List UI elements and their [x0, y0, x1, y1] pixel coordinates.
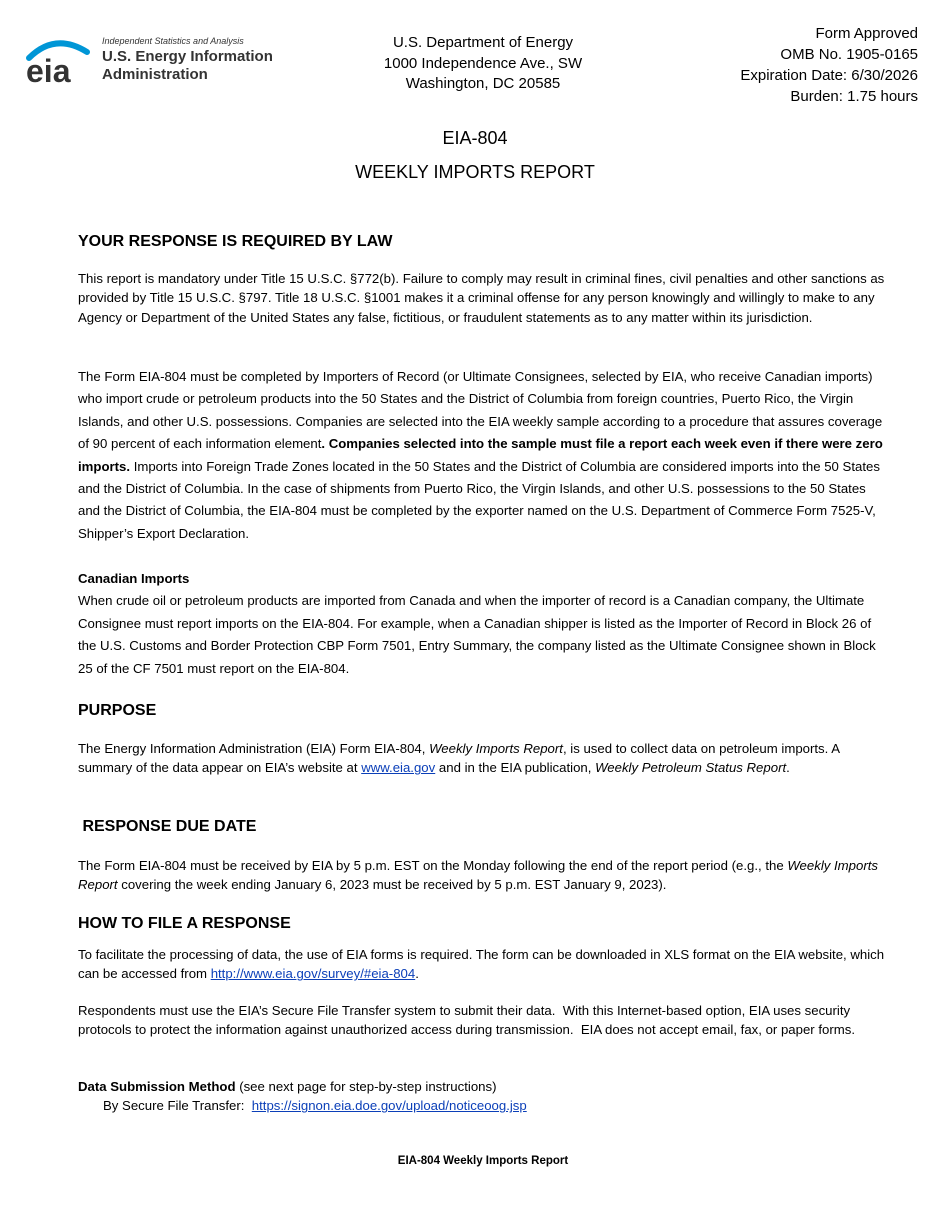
eia-logo-mark-icon [25, 38, 91, 86]
purpose-text-a: The Energy Information Administration (EIA) Form EIA-804, [78, 741, 430, 756]
form-title: WEEKLY IMPORTS REPORT [355, 162, 595, 182]
omb-line4: Burden: 1.75 hours [790, 88, 918, 105]
purpose-text-d: . [786, 760, 790, 776]
law-heading: YOUR RESPONSE IS REQUIRED BY LAW [78, 233, 393, 250]
secure-file-transfer-link[interactable]: https://signon.eia.doe.gov/upload/noticeoog.jsp [251, 1098, 527, 1114]
purpose-paragraph [78, 739, 890, 778]
eia-website-link[interactable]: www.eia.gov [361, 760, 436, 776]
due-date-paragraph [78, 856, 890, 895]
file-paragraph-1 [78, 945, 890, 984]
logo-agency-name [102, 48, 273, 84]
due-text-b: covering the week ending January 6, 2023 must be received by 5 p.m. EST January 9, 2023). [117, 877, 667, 893]
omb-line1: Form Approved [815, 25, 918, 42]
canadian-imports-text: When crude oil or petroleum products are imported from Canada and when the importer of record is a Canadian company, the Ultimate Consignee must report imports on the EIA-804. For example, when a Canadian shipper is listed as the Importer of Record in Block 26 of the U.S. Customs and Border Protection CBP Form 7501, Entry Summary, the company listed as the Ultimate Consignee shown in Block 25 of the CF 7501 must report on the EIA-804. [78, 593, 876, 676]
how-to-file-heading: HOW TO FILE A RESPONSE [78, 915, 291, 932]
file-text-a: To facilitate the processing of data, the use of EIA forms is required. The form can be downloaded in XLS format on the EIA website, which can be accessed from [78, 947, 885, 982]
eligibility-text-b: Imports into Foreign Trade Zones located in the 50 States and the District of Columbia are considered imports into the 50 States and the District of Columbia. In the case of shipments from Puerto Rico, the Virgin Islands, and other U.S. possessions to the 50 States and the District of Columbia, the EIA-804 must be completed by the exporter named on the U.S. Department of Commerce Form 7525-V, Shipper’s Export Declaration. [78, 458, 880, 541]
purpose-italic-title: Weekly Imports Report [429, 741, 563, 756]
survey-form-link[interactable]: http://www.eia.gov/survey/#eia-804 [210, 966, 416, 982]
canadian-imports-heading: Canadian Imports [78, 571, 190, 586]
canadian-imports-block [78, 568, 890, 680]
eligibility-text-bold: . Companies selected into the sample must file a report each week even if there were zero imports. [78, 436, 883, 474]
due-text-a: The Form EIA-804 must be received by EIA by 5 p.m. EST on the Monday following the end of the report period (e.g., the [78, 858, 788, 873]
omb-line2: OMB No. 1905-0165 [780, 46, 918, 63]
due-italic-title: Weekly Imports Report [78, 858, 878, 893]
omb-line3: Expiration Date: 6/30/2026 [740, 67, 918, 84]
submission-method-label: Data Submission Method [78, 1079, 236, 1094]
form-id: EIA-804 [442, 128, 508, 148]
law-paragraph: This report is mandatory under Title 15 U.S.C. §772(b). Failure to comply may result in criminal fines, civil penalties and other sanctions as provided by Title 15 U.S.C. §797. Title 18 U.S.C. §1001 makes it a criminal offense for any person knowingly and willingly to make to any Agency or Department of the United States any false, fictitious, or fraudulent statements as to any matter within its jurisdiction. [78, 271, 885, 325]
department-address [340, 33, 626, 95]
department-line3: Washington, DC 20585 [405, 75, 561, 92]
submission-method-block [78, 1077, 890, 1116]
purpose-heading: PURPOSE [78, 702, 157, 719]
purpose-text-b: , is used to collect data on petroleum imports. A summary of the data appear on EIA’s website at [78, 741, 840, 776]
department-line1: U.S. Department of Energy [392, 34, 574, 51]
file-text-b: . [415, 966, 419, 982]
secure-transfer-label: By Secure File Transfer: [103, 1098, 252, 1114]
eligibility-text-a: The Form EIA-804 must be completed by Importers of Record (or Ultimate Consignees, selected by EIA, who receive Canadian imports) who import crude or petroleum products into the 50 States and the District of Columbia from foreign countries, Puerto Rico, the Virgin Islands, and other U.S. possessions. Companies are selected into the EIA weekly sample according to a procedure that assures coverage of 90 percent of each information element [78, 369, 883, 452]
submission-method-note: (see next page for step-by-step instructions) [235, 1079, 497, 1094]
omb-info [740, 23, 918, 107]
purpose-italic-publication: Weekly Petroleum Status Report [595, 760, 787, 776]
page-footer: EIA-804 Weekly Imports Report [397, 1155, 569, 1167]
logo-tagline: Independent Statistics and Analysis [102, 36, 244, 46]
eia-logo [25, 36, 295, 88]
due-date-heading: RESPONSE DUE DATE [78, 818, 257, 835]
logo-name-line1: U.S. Energy Information [102, 48, 273, 65]
purpose-text-c: and in the EIA publication, [435, 760, 596, 776]
logo-name-line2: Administration [102, 66, 208, 83]
department-line2: 1000 Independence Ave., SW [383, 54, 583, 72]
eligibility-paragraph [78, 366, 890, 545]
file-paragraph-2: Respondents must use the EIA’s Secure File Transfer system to submit their data. With this Internet-based option, EIA uses security protocols to protect the information against unauthorized access during transmission. EIA does not accept email, fax, or paper forms. [78, 1003, 865, 1038]
logo-mark-text: eia [26, 53, 71, 86]
